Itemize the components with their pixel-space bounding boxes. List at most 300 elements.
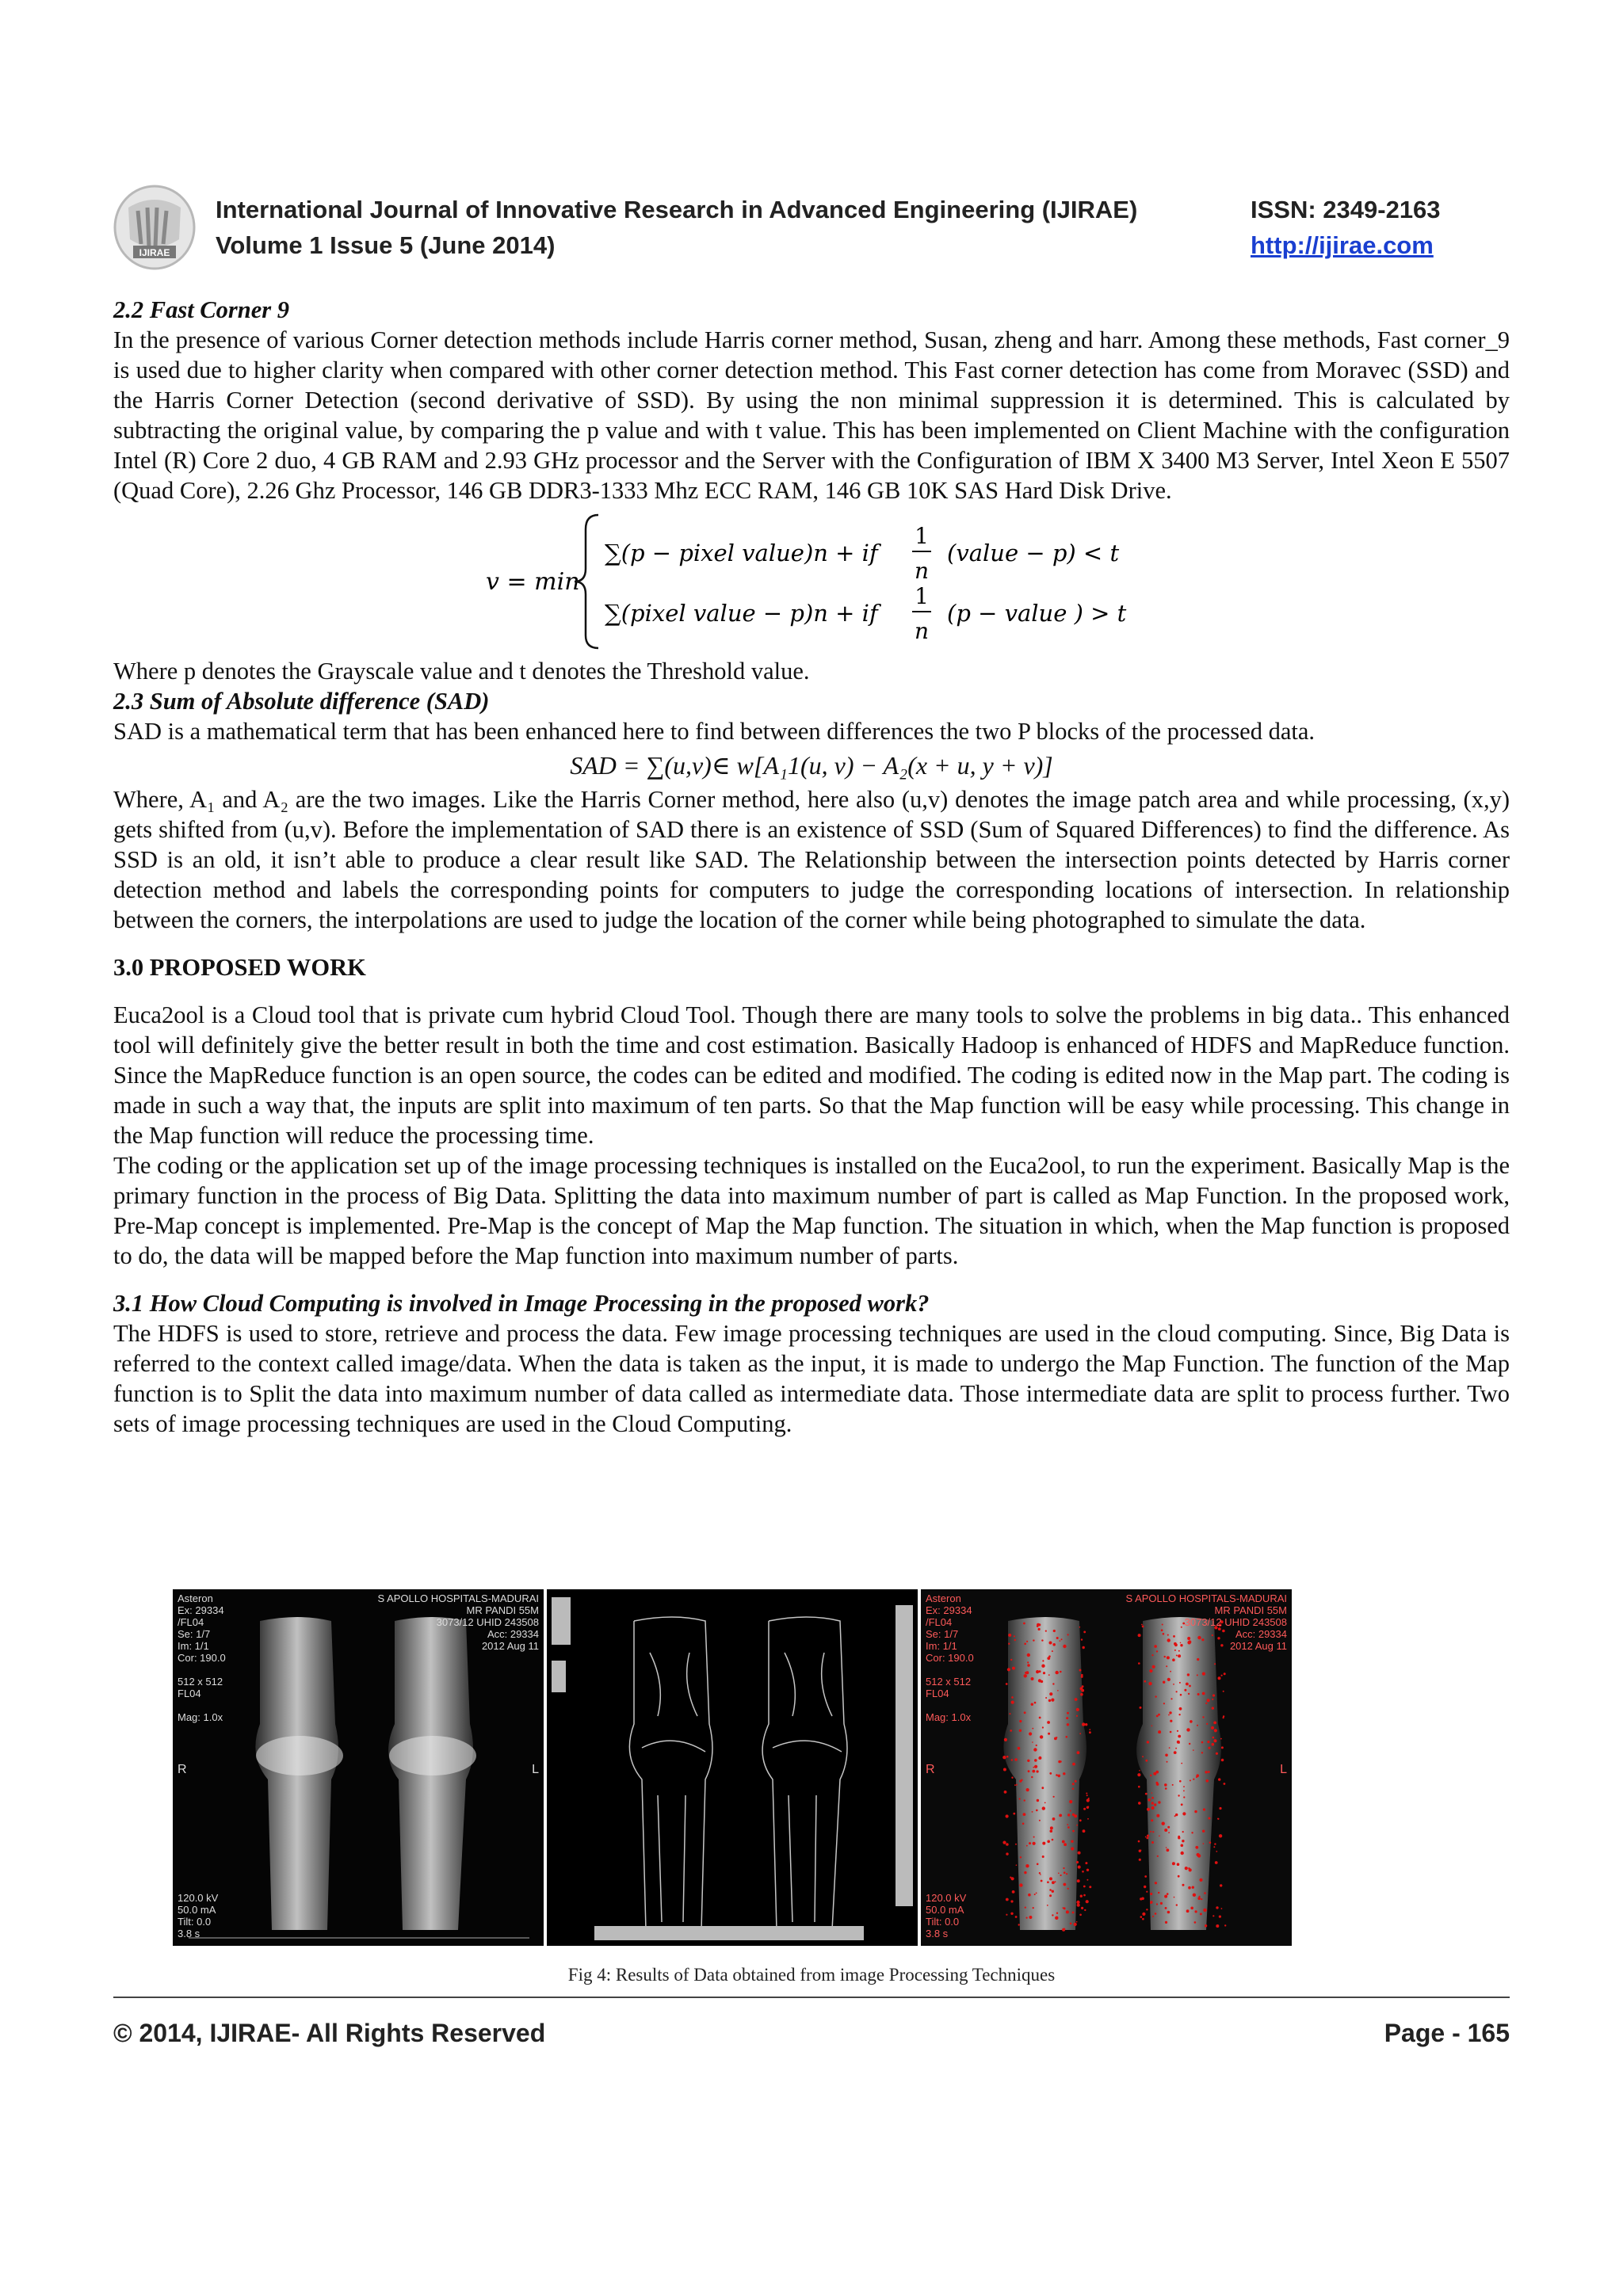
corner-point xyxy=(1006,1843,1009,1846)
corner-point xyxy=(1204,1892,1206,1894)
corner-point xyxy=(1024,1674,1027,1677)
corner-point xyxy=(1049,1894,1052,1897)
corner-point xyxy=(1221,1675,1223,1676)
corner-point xyxy=(1164,1783,1167,1787)
corner-point xyxy=(1070,1923,1072,1925)
corner-point xyxy=(1037,1863,1039,1866)
corner-point xyxy=(1038,1628,1041,1630)
corner-point xyxy=(1168,1714,1170,1716)
corner-point xyxy=(1025,1864,1029,1867)
corner-point xyxy=(1200,1913,1202,1915)
corner-point xyxy=(1052,1890,1054,1893)
corner-point xyxy=(1196,1776,1197,1778)
corner-point xyxy=(1047,1905,1048,1906)
corner-point xyxy=(1022,1823,1025,1825)
section-title-2-2: 2.2 Fast Corner 9 xyxy=(113,296,290,323)
corner-point xyxy=(1167,1656,1170,1659)
corner-point xyxy=(1048,1699,1051,1702)
corner-point xyxy=(1061,1638,1063,1640)
corner-point xyxy=(1181,1763,1182,1764)
corner-point xyxy=(1028,1770,1030,1772)
corner-point xyxy=(1066,1736,1068,1738)
corner-point xyxy=(1036,1745,1037,1746)
corner-point xyxy=(1205,1703,1207,1704)
corner-point xyxy=(1029,1732,1032,1735)
corner-point xyxy=(1144,1680,1147,1683)
corner-point xyxy=(1212,1737,1215,1739)
corner-point xyxy=(1150,1831,1151,1833)
corner-point xyxy=(1180,1694,1182,1696)
corner-point xyxy=(1165,1907,1167,1909)
corner-point xyxy=(1082,1685,1084,1688)
header-journal-info xyxy=(216,192,1137,263)
corner-point xyxy=(1006,1914,1007,1916)
corner-point xyxy=(1010,1730,1012,1732)
corner-point xyxy=(1139,1859,1141,1861)
corner-point xyxy=(1212,1915,1214,1917)
corner-point xyxy=(1067,1824,1068,1825)
section-title-2-3: 2.3 Sum of Absolute difference (SAD) xyxy=(113,688,490,715)
corner-point xyxy=(1086,1798,1090,1802)
corner-point xyxy=(1080,1895,1083,1897)
corner-point xyxy=(1183,1796,1185,1798)
corner-point xyxy=(1011,1701,1014,1704)
corner-point xyxy=(1052,1817,1056,1821)
corner-point xyxy=(1056,1671,1059,1674)
corner-point xyxy=(1014,1758,1018,1761)
corner-point xyxy=(1019,1883,1022,1886)
corner-point xyxy=(1081,1689,1084,1692)
corner-point xyxy=(1147,1808,1150,1811)
corner-point xyxy=(1049,1772,1052,1775)
corner-point xyxy=(1173,1684,1174,1685)
xray-overlay-left-line: Mag: 1.0x xyxy=(178,1711,223,1723)
corner-overlay-left-line: FL04 xyxy=(926,1688,949,1699)
corner-point xyxy=(1219,1916,1221,1918)
corner-point xyxy=(1168,1832,1170,1833)
xray-overlay-left-line: Cor: 190.0 xyxy=(178,1652,226,1664)
corner-point xyxy=(1009,1634,1011,1637)
corner-point xyxy=(1207,1699,1209,1701)
xray-overlay-left-line: Se: 1/7 xyxy=(178,1628,211,1640)
xray-side-r: R xyxy=(178,1763,187,1776)
corner-point xyxy=(1197,1674,1198,1676)
corner-point xyxy=(1071,1840,1073,1843)
section-2-3-intro: SAD is a mathematical term that has been enhanced here to find between differences the two P blocks of the processed data. xyxy=(113,718,1315,745)
eq-row2-den: n xyxy=(914,618,930,644)
corner-point xyxy=(1223,1717,1224,1718)
corner-point xyxy=(1142,1913,1145,1916)
corner-point xyxy=(1016,1784,1018,1786)
corner-point xyxy=(1032,1741,1033,1743)
corner-point xyxy=(1148,1798,1151,1802)
xray-edge-image xyxy=(547,1589,918,1946)
corner-point xyxy=(1027,1661,1029,1663)
eq-row2: ∑(pixel value − p)n + if xyxy=(605,600,878,627)
corner-point xyxy=(1197,1658,1199,1661)
corner-point xyxy=(1193,1779,1194,1780)
sad-equation: SAD = ∑(u,v)∈ w[A₁1(u, v) − A₂(x + u, y + v)] xyxy=(570,751,1053,780)
corner-overlay-right-line: S APOLLO HOSPITALS-MADURAI xyxy=(1125,1592,1287,1604)
corner-point xyxy=(1221,1746,1224,1749)
corner-point xyxy=(1040,1735,1043,1738)
corner-point xyxy=(1083,1808,1086,1810)
corner-point xyxy=(1027,1664,1030,1667)
xray-overlay-bottom-line: Tilt: 0.0 xyxy=(178,1916,212,1928)
corner-point xyxy=(1201,1741,1204,1744)
corner-point xyxy=(1145,1760,1148,1762)
corner-point xyxy=(1159,1836,1160,1837)
corner-point xyxy=(1063,1867,1064,1869)
corner-point xyxy=(1218,1778,1220,1780)
corner-point xyxy=(1207,1741,1209,1743)
corner-point xyxy=(1166,1665,1167,1667)
corner-point xyxy=(1156,1715,1159,1718)
corner-point xyxy=(1024,1871,1026,1874)
eq-row1: ∑(p − pixel value)n + if xyxy=(605,540,878,566)
corner-overlay-left-line: 512 x 512 xyxy=(926,1676,972,1688)
corner-point xyxy=(1163,1703,1165,1704)
corner-point xyxy=(1144,1875,1147,1878)
corner-point xyxy=(1216,1851,1217,1852)
corner-point xyxy=(1186,1728,1190,1731)
corner-point xyxy=(1053,1630,1056,1632)
corner-point xyxy=(1010,1913,1013,1915)
corner-point xyxy=(1160,1902,1163,1905)
corner-point xyxy=(1079,1819,1082,1821)
journal-url-link[interactable]: http://ijirae.com xyxy=(1251,231,1434,259)
corner-point xyxy=(1189,1743,1190,1745)
corner-overlay-bottom-line: 3.8 s xyxy=(926,1928,949,1939)
corner-point xyxy=(1026,1788,1029,1791)
corner-point xyxy=(1211,1726,1214,1730)
corner-point xyxy=(1195,1846,1198,1849)
corner-point xyxy=(1141,1897,1144,1901)
corner-point xyxy=(1052,1914,1053,1916)
corner-point xyxy=(1151,1726,1153,1727)
corner-point xyxy=(1206,1779,1209,1783)
corner-point xyxy=(1142,1756,1144,1757)
corner-point xyxy=(1064,1907,1066,1909)
corner-point xyxy=(1221,1759,1224,1762)
corner-point xyxy=(1039,1670,1041,1672)
corner-point xyxy=(1072,1912,1075,1914)
corner-point xyxy=(1080,1693,1083,1696)
corner-point xyxy=(1051,1699,1054,1702)
corner-point xyxy=(1072,1830,1075,1833)
corner-overlay-right-line: 3073/12 UHID 243508 xyxy=(1184,1616,1287,1628)
corner-point xyxy=(1082,1871,1084,1873)
corner-point xyxy=(1072,1814,1075,1816)
corner-point xyxy=(1139,1850,1141,1852)
corner-point xyxy=(1212,1743,1215,1746)
corner-point xyxy=(1031,1677,1034,1680)
corner-point xyxy=(1199,1878,1202,1882)
corner-point xyxy=(1072,1783,1075,1785)
corner-point xyxy=(1029,1916,1032,1919)
section-2-2-where: Where p denotes the Grayscale value and t denotes the Threshold value. xyxy=(113,658,810,685)
footer-copyright: © 2014, IJIRAE- All Rights Reserved xyxy=(113,2019,546,2047)
corner-point xyxy=(1212,1694,1215,1696)
corner-point xyxy=(1218,1676,1221,1680)
corner-point xyxy=(1082,1722,1085,1726)
corner-point xyxy=(1202,1830,1205,1833)
corner-point xyxy=(1041,1665,1044,1668)
corner-point xyxy=(1079,1627,1081,1628)
corner-point xyxy=(1151,1797,1154,1799)
corner-point xyxy=(1041,1880,1043,1882)
corner-point xyxy=(1146,1909,1148,1910)
corner-point xyxy=(1138,1802,1141,1805)
corner-point xyxy=(1041,1787,1044,1789)
corner-overlay-bottom xyxy=(926,1892,966,1939)
corner-point xyxy=(1174,1897,1175,1898)
corner-point xyxy=(1067,1723,1069,1726)
corner-point xyxy=(1169,1747,1170,1749)
xray-overlay-right xyxy=(378,1592,539,1652)
journal-title: International Journal of Innovative Research in Advanced Engineering (IJIRAE) xyxy=(216,196,1138,223)
corner-point xyxy=(1044,1802,1046,1804)
corner-point xyxy=(1167,1893,1169,1895)
corner-point xyxy=(1188,1693,1190,1695)
corner-point xyxy=(1205,1771,1207,1773)
fast-corner-equation xyxy=(113,505,1510,656)
corner-point xyxy=(1151,1819,1153,1821)
corner-point xyxy=(1075,1780,1077,1783)
corner-point xyxy=(1067,1634,1069,1635)
corner-point xyxy=(1062,1928,1065,1932)
xray-overlay-bottom-line: 3.8 s xyxy=(178,1928,200,1939)
xray-overlay-right-line: 2012 Aug 11 xyxy=(481,1640,539,1652)
corner-point xyxy=(1050,1826,1053,1829)
corner-point xyxy=(1206,1723,1208,1725)
corner-point xyxy=(1181,1803,1183,1806)
corner-point xyxy=(1151,1802,1154,1804)
section-3-0-paragraph-1: Euca2ool is a Cloud tool that is private cum hybrid Cloud Tool. Though there are many tools to solve the problems in big data.. This enhanced tool will definitely give the better result in both the time and cost estimation. Basically Hadoop is enhanced of HDFS and MapReduce function. Since the MapReduce function is an open source, the codes can be edited and modified. The coding is edited now in the Map part. The coding is made in such a way that, the inputs are split into maximum of ten parts. So that the Map function will be easy while processing. This change in the Map function will reduce the processing time. xyxy=(113,1001,1510,1149)
xray-overlay-right-line: S APOLLO HOSPITALS-MADURAI xyxy=(377,1592,539,1604)
corner-point xyxy=(1042,1806,1045,1810)
corner-overlay-left-line: Ex: 29334 xyxy=(926,1604,972,1616)
corner-point xyxy=(1064,1883,1067,1886)
corner-point xyxy=(1197,1693,1200,1695)
corner-overlay-left-line: /FL04 xyxy=(926,1616,953,1628)
corner-point xyxy=(1219,1807,1221,1810)
corner-point xyxy=(1032,1811,1033,1813)
corner-point xyxy=(1179,1707,1182,1711)
corner-point xyxy=(1062,1840,1065,1844)
corner-point xyxy=(1077,1751,1080,1754)
corner-point xyxy=(1019,1730,1022,1732)
footer-divider xyxy=(113,1997,1510,1998)
corner-point xyxy=(1164,1829,1167,1832)
corner-overlay-bottom-line: Tilt: 0.0 xyxy=(926,1916,960,1928)
xray-overlay-left-line: Asteron xyxy=(178,1592,213,1604)
corner-point xyxy=(1086,1793,1087,1794)
corner-point xyxy=(1212,1699,1213,1700)
corner-point xyxy=(1176,1691,1178,1692)
corner-point xyxy=(1155,1913,1157,1915)
corner-point xyxy=(1081,1676,1083,1678)
corner-point xyxy=(1158,1730,1161,1733)
corner-point xyxy=(1195,1910,1197,1913)
corner-point xyxy=(1006,1898,1009,1901)
corner-point xyxy=(1063,1645,1066,1648)
corner-point xyxy=(1192,1886,1194,1889)
corner-point xyxy=(1177,1863,1180,1866)
xray-overlay-left xyxy=(178,1592,226,1723)
corner-point xyxy=(1031,1776,1033,1778)
corner-point xyxy=(1144,1886,1146,1888)
corner-point xyxy=(1140,1916,1143,1918)
corner-point xyxy=(1066,1717,1068,1719)
corner-point xyxy=(1010,1877,1011,1878)
corner-point xyxy=(1076,1861,1079,1863)
corner-point xyxy=(1042,1855,1044,1858)
corner-point xyxy=(1172,1784,1174,1786)
corner-point xyxy=(1167,1848,1170,1852)
corner-point xyxy=(1055,1917,1058,1920)
corner-point xyxy=(1214,1663,1216,1665)
corner-point xyxy=(1174,1751,1177,1754)
corner-point xyxy=(1045,1630,1047,1632)
corner-point xyxy=(1181,1852,1184,1855)
corner-point xyxy=(1038,1679,1041,1682)
corner-point xyxy=(1083,1894,1086,1897)
corner-point xyxy=(1033,1836,1035,1838)
corner-point xyxy=(1149,1669,1152,1672)
xray-overlay-right-line: Acc: 29334 xyxy=(487,1628,539,1640)
corner-point xyxy=(1016,1864,1018,1866)
corner-point xyxy=(1089,1729,1090,1730)
corner-point xyxy=(1179,1780,1182,1783)
corner-point xyxy=(1027,1653,1030,1657)
corner-point xyxy=(1060,1671,1062,1673)
corner-point xyxy=(1039,1820,1041,1821)
corner-point xyxy=(1014,1784,1016,1786)
corner-point xyxy=(1186,1683,1189,1686)
corner-point xyxy=(1086,1879,1088,1881)
corner-point xyxy=(1217,1818,1219,1820)
corner-point xyxy=(1036,1893,1037,1894)
corner-point xyxy=(1181,1844,1184,1848)
corner-point xyxy=(1067,1814,1070,1816)
corner-point xyxy=(1216,1924,1219,1928)
xray-original-image xyxy=(173,1589,544,1946)
corner-point xyxy=(1197,1725,1198,1726)
corner-point xyxy=(1178,1836,1180,1839)
corner-point xyxy=(1177,1741,1180,1744)
corner-overlay-left-line: Mag: 1.0x xyxy=(926,1711,972,1723)
corner-point xyxy=(1188,1867,1190,1869)
corner-point xyxy=(1182,1812,1186,1815)
corner-point xyxy=(1145,1836,1147,1838)
corner-point xyxy=(1208,1747,1210,1749)
corner-point xyxy=(1028,1865,1029,1867)
corner-point xyxy=(1019,1798,1021,1799)
corner-point xyxy=(1203,1808,1205,1810)
corner-overlay-right-line: MR PANDI 55M xyxy=(1214,1604,1287,1616)
corner-point xyxy=(1187,1673,1190,1676)
corner-point xyxy=(1018,1747,1019,1749)
section-title-3-0: 3.0 PROPOSED WORK xyxy=(113,954,366,981)
corner-point xyxy=(1056,1637,1059,1639)
corner-point xyxy=(1179,1682,1181,1684)
corner-point xyxy=(1151,1806,1154,1810)
corner-point xyxy=(1140,1707,1142,1709)
corner-point xyxy=(1031,1703,1033,1706)
corner-point xyxy=(1033,1639,1034,1641)
corner-point xyxy=(1178,1714,1180,1715)
corner-point xyxy=(1002,1841,1006,1844)
corner-point xyxy=(1220,1738,1222,1740)
corner-point xyxy=(1208,1817,1210,1820)
corner-point xyxy=(1167,1678,1170,1681)
corner-point xyxy=(1049,1889,1052,1891)
corner-point xyxy=(1014,1639,1016,1641)
corner-point xyxy=(1175,1814,1178,1816)
corner-point xyxy=(1212,1707,1214,1709)
corner-point xyxy=(1034,1759,1037,1762)
xray-overlay-left-line xyxy=(178,1664,226,1676)
corner-point xyxy=(1008,1643,1010,1645)
corner-point xyxy=(1138,1840,1140,1843)
corner-point xyxy=(1076,1708,1079,1711)
corner-point xyxy=(1052,1643,1056,1646)
corner-point xyxy=(1151,1792,1153,1794)
corner-point xyxy=(1075,1698,1078,1701)
corner-point xyxy=(1037,1770,1039,1772)
corner-point xyxy=(1013,1813,1015,1815)
corner-point xyxy=(1190,1720,1193,1723)
corner-point xyxy=(1042,1660,1044,1661)
corner-point xyxy=(1214,1843,1216,1844)
corner-point xyxy=(1193,1894,1196,1897)
corner-point xyxy=(1151,1654,1153,1656)
corner-point xyxy=(1213,1846,1215,1848)
corner-point xyxy=(1006,1756,1009,1758)
corner-point xyxy=(1056,1913,1058,1914)
xray-overlay-bottom xyxy=(178,1892,218,1939)
xray-overlay-right-line: MR PANDI 55M xyxy=(466,1604,539,1616)
corner-point xyxy=(1148,1682,1151,1685)
corner-point xyxy=(1066,1910,1069,1913)
corner-point xyxy=(1047,1657,1050,1660)
corner-point xyxy=(1215,1861,1218,1864)
xray-overlay-left-line: Im: 1/1 xyxy=(178,1640,209,1652)
corner-point xyxy=(1190,1779,1191,1781)
corner-point xyxy=(1087,1818,1089,1820)
corner-point xyxy=(1076,1901,1079,1904)
corner-point xyxy=(1190,1907,1193,1910)
corner-point xyxy=(1088,1798,1090,1799)
corner-point xyxy=(1026,1917,1028,1919)
corner-point xyxy=(1085,1862,1087,1864)
corner-point xyxy=(1167,1761,1168,1763)
corner-point xyxy=(1178,1735,1181,1738)
corner-point xyxy=(1213,1739,1216,1742)
corner-point xyxy=(1040,1874,1041,1875)
corner-point xyxy=(1011,1696,1014,1699)
journal-issn: ISSN: 2349-2163 xyxy=(1251,196,1441,223)
corner-point xyxy=(1086,1900,1089,1903)
corner-point xyxy=(1203,1843,1205,1844)
corner-point xyxy=(1147,1835,1149,1837)
xray-overlay-left-line: Ex: 29334 xyxy=(178,1604,224,1616)
xray-overlay-bottom-line: 120.0 kV xyxy=(178,1892,219,1904)
corner-point xyxy=(1037,1799,1039,1802)
corner-point xyxy=(1152,1665,1155,1669)
corner-point xyxy=(1197,1853,1200,1856)
